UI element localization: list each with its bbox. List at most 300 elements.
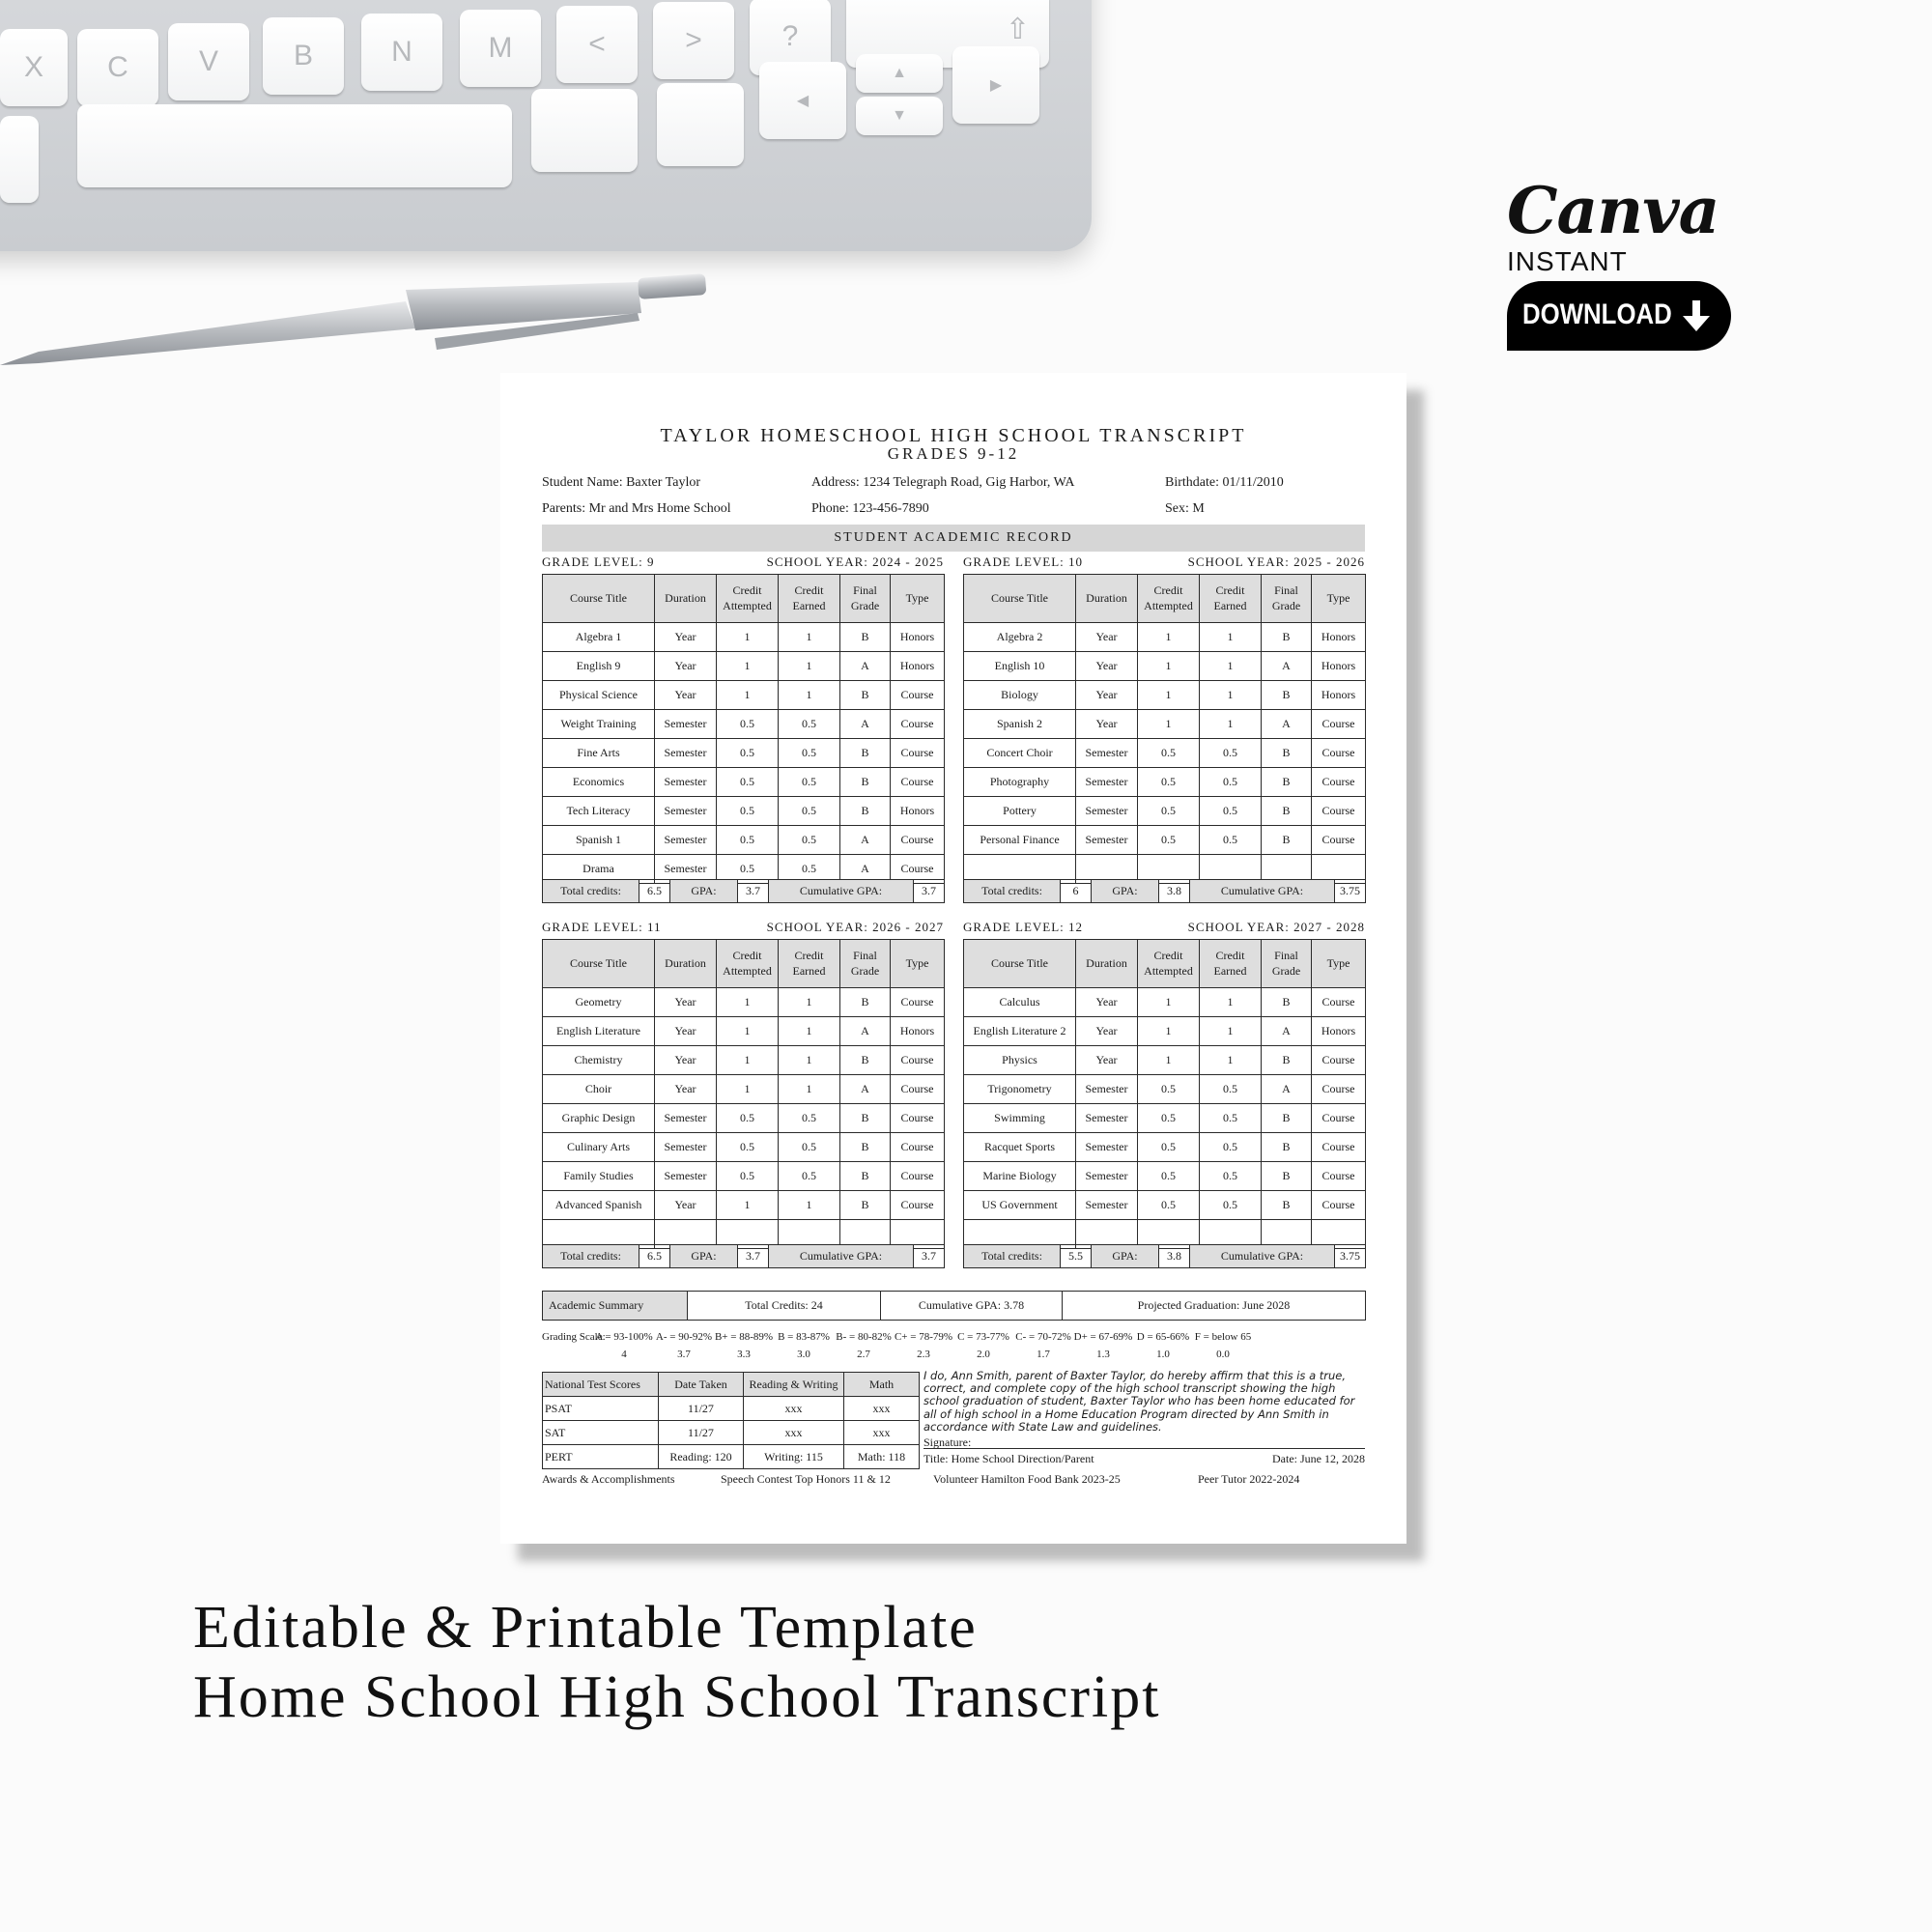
- course-row: [964, 768, 1366, 797]
- test-cell: Math: 118: [844, 1445, 920, 1469]
- course-cell: 0.5: [1200, 797, 1262, 826]
- grading-scale-grade: D+ = 67-69%: [1073, 1331, 1133, 1343]
- course-cell: 0.5: [779, 826, 840, 855]
- canva-logo: Canva: [1507, 173, 1719, 248]
- course-cell: 0.5: [1200, 1191, 1262, 1220]
- student-birthdate: Birthdate: 01/11/2010: [1165, 475, 1284, 490]
- course-cell: 0.5: [1200, 1075, 1262, 1104]
- course-cell: 1: [717, 623, 779, 652]
- download-label: DOWNLOAD: [1522, 298, 1672, 330]
- key-arrow-up: ▲: [856, 54, 943, 93]
- course-cell: 1: [1138, 1046, 1200, 1075]
- course-cell: Course: [1312, 988, 1366, 1017]
- cumulative-gpa-label: Cumulative GPA:: [769, 1245, 914, 1268]
- course-cell: 1: [1200, 710, 1262, 739]
- key-command: [531, 89, 638, 172]
- course-cell: 0.5: [1200, 739, 1262, 768]
- course-row: [543, 1017, 945, 1046]
- course-cell: B: [840, 1104, 891, 1133]
- course-cell: Semester: [655, 797, 717, 826]
- course-row: [964, 681, 1366, 710]
- course-cell: Course: [1312, 1075, 1366, 1104]
- course-cell: Year: [1076, 1046, 1138, 1075]
- signature-date: Date: June 12, 2028: [1272, 1452, 1365, 1465]
- course-row: [543, 739, 945, 768]
- cumulative-gpa-label: Cumulative GPA:: [1190, 880, 1335, 903]
- course-row: [543, 1046, 945, 1075]
- course-cell: Year: [655, 623, 717, 652]
- course-cell: Year: [1076, 681, 1138, 710]
- signature-label: Signature:: [923, 1435, 972, 1449]
- key-c: C: [77, 29, 158, 106]
- course-cell: Calculus: [964, 988, 1076, 1017]
- course-cell: Course: [891, 988, 945, 1017]
- course-cell: Honors: [1312, 1017, 1366, 1046]
- course-cell: 0.5: [717, 1104, 779, 1133]
- course-cell: A: [840, 652, 891, 681]
- course-cell: 1: [779, 681, 840, 710]
- course-cell: B: [1262, 1191, 1312, 1220]
- course-cell: 0.5: [1200, 826, 1262, 855]
- summary-cumulative-gpa: Cumulative GPA: 3.78: [881, 1292, 1063, 1321]
- course-cell: 0.5: [1138, 826, 1200, 855]
- transcript-document: [500, 373, 1406, 1544]
- course-cell: 0.5: [717, 739, 779, 768]
- course-cell: 0.5: [1138, 1191, 1200, 1220]
- student-address: Address: 1234 Telegraph Road, Gig Harbor, WA: [811, 475, 1075, 490]
- course-cell: Course: [1312, 1133, 1366, 1162]
- course-cell: 0.5: [779, 797, 840, 826]
- course-cell: Advanced Spanish: [543, 1191, 655, 1220]
- tests-header: Math: [844, 1373, 920, 1397]
- national-test-scores: [542, 1372, 920, 1469]
- course-cell: 1: [779, 1017, 840, 1046]
- course-cell: Swimming: [964, 1104, 1076, 1133]
- course-table-header: Course Title: [964, 575, 1076, 623]
- course-cell: Drama: [543, 855, 655, 884]
- key-v: V: [168, 23, 249, 100]
- course-table-header: Type: [1312, 575, 1366, 623]
- course-cell: A: [1262, 710, 1312, 739]
- grading-scale-points: 3.0: [797, 1349, 810, 1360]
- course-row: [964, 652, 1366, 681]
- caption-line-2: Home School High School Transcript: [193, 1664, 1161, 1730]
- course-cell: Course: [891, 855, 945, 884]
- course-row: [964, 1133, 1366, 1162]
- course-cell: 0.5: [717, 768, 779, 797]
- course-cell: English Literature: [543, 1017, 655, 1046]
- course-cell: B: [1262, 1046, 1312, 1075]
- course-cell: B: [1262, 623, 1312, 652]
- course-cell: B: [840, 988, 891, 1017]
- course-cell: Economics: [543, 768, 655, 797]
- course-cell: 0.5: [779, 1104, 840, 1133]
- grading-scale-points: 2.7: [857, 1349, 870, 1360]
- course-row: [964, 797, 1366, 826]
- year-totals: [542, 879, 945, 903]
- course-table-header: Final Grade: [1262, 575, 1312, 623]
- course-cell: B: [1262, 797, 1312, 826]
- course-cell: Chemistry: [543, 1046, 655, 1075]
- course-row: [543, 1075, 945, 1104]
- course-cell: Physics: [964, 1046, 1076, 1075]
- course-row: [543, 681, 945, 710]
- course-cell: 1: [717, 652, 779, 681]
- course-cell: 1: [779, 988, 840, 1017]
- course-cell: Honors: [1312, 652, 1366, 681]
- course-cell: Fine Arts: [543, 739, 655, 768]
- course-cell: 0.5: [1138, 1104, 1200, 1133]
- test-cell: xxx: [844, 1397, 920, 1421]
- course-cell: Course: [891, 826, 945, 855]
- course-cell: 1: [1138, 1017, 1200, 1046]
- course-cell: Choir: [543, 1075, 655, 1104]
- test-name: PERT: [543, 1445, 659, 1469]
- course-cell: Semester: [1076, 739, 1138, 768]
- key-shift: ⇧: [846, 0, 1049, 68]
- course-cell: Year: [655, 1017, 717, 1046]
- grading-scale-grade: B- = 80-82%: [836, 1331, 892, 1343]
- cumulative-gpa-value: 3.7: [914, 880, 945, 903]
- test-name: SAT: [543, 1421, 659, 1445]
- course-cell: 1: [1138, 988, 1200, 1017]
- key-m: M: [460, 10, 541, 87]
- course-cell: 1: [717, 988, 779, 1017]
- course-cell: A: [1262, 1017, 1312, 1046]
- course-cell: Course: [1312, 797, 1366, 826]
- course-row: [543, 1162, 945, 1191]
- course-cell: B: [1262, 768, 1312, 797]
- course-cell: 1: [717, 1046, 779, 1075]
- course-cell: Algebra 2: [964, 623, 1076, 652]
- course-cell: 1: [1138, 710, 1200, 739]
- course-table-header: Credit Attempted: [717, 940, 779, 988]
- course-cell: US Government: [964, 1191, 1076, 1220]
- cumulative-gpa-label: Cumulative GPA:: [769, 880, 914, 903]
- course-cell: B: [840, 1191, 891, 1220]
- course-cell: Year: [655, 1191, 717, 1220]
- course-row: [964, 1162, 1366, 1191]
- course-cell: Semester: [655, 739, 717, 768]
- year-totals: [542, 1244, 945, 1268]
- course-table-header: Duration: [1076, 575, 1138, 623]
- awards-label: Awards & Accomplishments: [542, 1472, 675, 1486]
- course-cell: 0.5: [1138, 797, 1200, 826]
- test-name: PSAT: [543, 1397, 659, 1421]
- course-cell: 1: [717, 1191, 779, 1220]
- total-credits-label: Total credits:: [964, 880, 1061, 903]
- course-cell: Spanish 1: [543, 826, 655, 855]
- course-row: [543, 1133, 945, 1162]
- course-cell: Course: [1312, 710, 1366, 739]
- course-cell: Honors: [891, 1017, 945, 1046]
- course-cell: B: [1262, 1162, 1312, 1191]
- course-cell: English Literature 2: [964, 1017, 1076, 1046]
- course-cell: 0.5: [1138, 1133, 1200, 1162]
- key-greater-than: >: [653, 2, 734, 79]
- course-table-header: Credit Earned: [779, 940, 840, 988]
- course-row: [543, 768, 945, 797]
- course-table-header: Credit Earned: [1200, 940, 1262, 988]
- test-cell: Reading: 120: [659, 1445, 744, 1469]
- course-cell: Semester: [655, 826, 717, 855]
- course-cell: 0.5: [779, 710, 840, 739]
- course-cell: B: [840, 1162, 891, 1191]
- course-cell: Course: [1312, 826, 1366, 855]
- course-cell: Course: [891, 710, 945, 739]
- course-table: [963, 939, 1366, 1249]
- key-arrow-down: ▼: [856, 97, 943, 135]
- course-table: [963, 574, 1366, 884]
- course-cell: 0.5: [1138, 1162, 1200, 1191]
- grading-scale-points: 4: [621, 1349, 627, 1360]
- grading-scale-label: Grading Scale:: [542, 1331, 606, 1343]
- course-cell: B: [1262, 826, 1312, 855]
- course-cell: Pottery: [964, 797, 1076, 826]
- course-cell: Biology: [964, 681, 1076, 710]
- course-cell: Year: [1076, 988, 1138, 1017]
- course-cell: 1: [1200, 1017, 1262, 1046]
- course-table: [542, 939, 945, 1249]
- gpa-label: GPA:: [670, 880, 738, 903]
- student-name: Student Name: Baxter Taylor: [542, 475, 701, 490]
- course-row: [543, 988, 945, 1017]
- course-cell: Racquet Sports: [964, 1133, 1076, 1162]
- course-cell: Semester: [655, 768, 717, 797]
- course-table-header: Course Title: [964, 940, 1076, 988]
- course-cell: Semester: [1076, 1075, 1138, 1104]
- course-cell: 0.5: [1200, 1104, 1262, 1133]
- course-cell: Course: [891, 1162, 945, 1191]
- course-cell: English 9: [543, 652, 655, 681]
- course-cell: Course: [891, 1191, 945, 1220]
- gpa-label: GPA:: [1092, 880, 1159, 903]
- course-cell: Course: [1312, 739, 1366, 768]
- award-item: Peer Tutor 2022-2024: [1198, 1472, 1300, 1486]
- year-totals: [963, 879, 1366, 903]
- course-cell: Semester: [1076, 826, 1138, 855]
- course-cell: 1: [779, 623, 840, 652]
- key-arrow-left: ◀: [759, 62, 846, 139]
- course-cell: A: [840, 1075, 891, 1104]
- course-cell: Spanish 2: [964, 710, 1076, 739]
- course-cell: B: [1262, 739, 1312, 768]
- course-cell: Semester: [655, 710, 717, 739]
- course-cell: Year: [655, 652, 717, 681]
- test-cell: Writing: 115: [744, 1445, 844, 1469]
- course-cell: Course: [891, 1075, 945, 1104]
- academic-summary: [542, 1291, 1366, 1321]
- signature-title: Title: Home School Direction/Parent: [923, 1452, 1094, 1465]
- grading-scale-points: 2.3: [917, 1349, 930, 1360]
- course-cell: Semester: [1076, 768, 1138, 797]
- keyboard: [0, 0, 1092, 251]
- course-row: [964, 1191, 1366, 1220]
- course-table-header: Duration: [1076, 940, 1138, 988]
- course-cell: 0.5: [779, 768, 840, 797]
- grading-scale-points: 0.0: [1216, 1349, 1230, 1360]
- course-cell: 1: [1200, 988, 1262, 1017]
- tests-header: Reading & Writing: [744, 1373, 844, 1397]
- course-cell: Geometry: [543, 988, 655, 1017]
- course-cell: Semester: [655, 1133, 717, 1162]
- course-table-header: Credit Attempted: [1138, 940, 1200, 988]
- course-cell: A: [840, 855, 891, 884]
- course-row: [964, 826, 1366, 855]
- grading-scale-points: 1.3: [1096, 1349, 1110, 1360]
- course-cell: Honors: [1312, 681, 1366, 710]
- grading-scale-grade: A = 93-100%: [595, 1331, 653, 1343]
- course-cell: Marine Biology: [964, 1162, 1076, 1191]
- course-table-header: Credit Earned: [779, 575, 840, 623]
- grading-scale-grade: C- = 70-72%: [1015, 1331, 1071, 1343]
- course-cell: Semester: [655, 855, 717, 884]
- instant-label: INSTANT: [1507, 246, 1628, 276]
- course-table: [542, 574, 945, 884]
- signature-line: [923, 1448, 1365, 1449]
- course-cell: 0.5: [779, 1162, 840, 1191]
- course-cell: Graphic Design: [543, 1104, 655, 1133]
- document-title: TAYLOR HOMESCHOOL HIGH SCHOOL TRANSCRIPT: [660, 425, 1247, 446]
- grading-scale-grade: C = 73-77%: [957, 1331, 1009, 1343]
- course-cell: 0.5: [1200, 768, 1262, 797]
- school-year-label: SCHOOL YEAR: 2027 - 2028: [1187, 920, 1365, 934]
- year-totals: [963, 1244, 1366, 1268]
- course-cell: 0.5: [717, 855, 779, 884]
- course-cell: Semester: [1076, 1191, 1138, 1220]
- course-cell: Year: [655, 988, 717, 1017]
- course-cell: B: [840, 681, 891, 710]
- test-cell: xxx: [744, 1421, 844, 1445]
- course-cell: 0.5: [779, 739, 840, 768]
- course-cell: Honors: [1312, 623, 1366, 652]
- course-cell: Concert Choir: [964, 739, 1076, 768]
- course-cell: Trigonometry: [964, 1075, 1076, 1104]
- course-table-header: Credit Attempted: [717, 575, 779, 623]
- course-table-header: Credit Attempted: [1138, 575, 1200, 623]
- course-row: [964, 1017, 1366, 1046]
- test-cell: 11/27: [659, 1397, 744, 1421]
- course-cell: B: [840, 1046, 891, 1075]
- course-cell: B: [840, 1133, 891, 1162]
- course-cell: Course: [1312, 1046, 1366, 1075]
- course-cell: Culinary Arts: [543, 1133, 655, 1162]
- course-cell: B: [840, 768, 891, 797]
- course-cell: Course: [891, 739, 945, 768]
- course-row: [964, 623, 1366, 652]
- grading-scale-points: 2.0: [977, 1349, 990, 1360]
- course-row: [964, 1046, 1366, 1075]
- course-cell: Personal Finance: [964, 826, 1076, 855]
- course-cell: Algebra 1: [543, 623, 655, 652]
- course-cell: Semester: [1076, 1162, 1138, 1191]
- course-row: [964, 1075, 1366, 1104]
- course-cell: Semester: [1076, 1133, 1138, 1162]
- key-less-than: <: [556, 6, 638, 83]
- total-credits-label: Total credits:: [543, 1245, 639, 1268]
- course-cell: 1: [717, 1017, 779, 1046]
- summary-total-credits: Total Credits: 24: [688, 1292, 881, 1321]
- key-space: [77, 104, 512, 187]
- cumulative-gpa-label: Cumulative GPA:: [1190, 1245, 1335, 1268]
- course-cell: B: [1262, 988, 1312, 1017]
- course-row: [964, 739, 1366, 768]
- cumulative-gpa-value: 3.75: [1335, 880, 1366, 903]
- course-cell: Year: [655, 1075, 717, 1104]
- course-cell: Course: [891, 681, 945, 710]
- course-cell: 1: [779, 1075, 840, 1104]
- tests-header: Date Taken: [659, 1373, 744, 1397]
- student-phone: Phone: 123-456-7890: [811, 501, 929, 516]
- course-cell: Course: [891, 1104, 945, 1133]
- course-cell: B: [1262, 1133, 1312, 1162]
- course-cell: 0.5: [779, 855, 840, 884]
- course-cell: Semester: [1076, 797, 1138, 826]
- course-cell: 1: [717, 681, 779, 710]
- tests-header: National Test Scores: [543, 1373, 659, 1397]
- course-cell: 1: [1138, 681, 1200, 710]
- arrow-down-icon: [1675, 295, 1718, 337]
- summary-label: Academic Summary: [543, 1292, 688, 1321]
- course-table-header: Final Grade: [840, 575, 891, 623]
- course-cell: Year: [1076, 652, 1138, 681]
- course-cell: Year: [1076, 710, 1138, 739]
- course-cell: 1: [1200, 1046, 1262, 1075]
- caption-line-1: Editable & Printable Template: [193, 1595, 978, 1661]
- grading-scale-grade: A- = 90-92%: [655, 1331, 713, 1343]
- key-b: B: [263, 17, 344, 95]
- total-credits-label: Total credits:: [964, 1245, 1061, 1268]
- gpa-label: GPA:: [670, 1245, 738, 1268]
- grading-scale-grade: B = 83-87%: [778, 1331, 830, 1343]
- test-cell: xxx: [844, 1421, 920, 1445]
- course-cell: Course: [1312, 768, 1366, 797]
- course-cell: English 10: [964, 652, 1076, 681]
- course-cell: 0.5: [1138, 739, 1200, 768]
- award-item: Volunteer Hamilton Food Bank 2023-25: [933, 1472, 1121, 1486]
- course-table-header: Type: [891, 940, 945, 988]
- course-cell: 1: [1200, 681, 1262, 710]
- course-table-header: Final Grade: [1262, 940, 1312, 988]
- key-question: ?: [750, 0, 831, 75]
- download-pill: [1507, 281, 1731, 351]
- course-cell: Course: [891, 1046, 945, 1075]
- test-cell: xxx: [744, 1397, 844, 1421]
- school-year-label: SCHOOL YEAR: 2026 - 2027: [766, 920, 944, 934]
- course-cell: Tech Literacy: [543, 797, 655, 826]
- gpa-value: 3.7: [738, 1245, 769, 1268]
- course-row: [543, 652, 945, 681]
- course-table-header: Duration: [655, 940, 717, 988]
- course-cell: B: [840, 623, 891, 652]
- course-cell: A: [840, 710, 891, 739]
- course-cell: 0.5: [717, 1133, 779, 1162]
- grade-level-label: GRADE LEVEL: 10: [963, 554, 1084, 569]
- course-table-header: Final Grade: [840, 940, 891, 988]
- key-n: N: [361, 14, 442, 91]
- course-table-header: Credit Earned: [1200, 575, 1262, 623]
- affirmation-text: I do, Ann Smith, parent of Baxter Taylor, do hereby affirm that this is a true, correct, and complete copy of the high school transcript showing the high school graduation of student, Baxter Taylor who has been home educated for all of high school in a Home Education Program directed by Ann Smith in accordance with State Law and guidelines.: [923, 1369, 1355, 1434]
- course-cell: Semester: [655, 1104, 717, 1133]
- course-row: [543, 1191, 945, 1220]
- course-cell: 0.5: [1138, 768, 1200, 797]
- course-cell: Course: [891, 1133, 945, 1162]
- course-cell: Semester: [655, 1162, 717, 1191]
- canva-instant-download-badge: [1507, 173, 1748, 353]
- course-cell: B: [1262, 1104, 1312, 1133]
- course-row: [543, 1104, 945, 1133]
- grading-scale-grade: B+ = 88-89%: [714, 1331, 774, 1343]
